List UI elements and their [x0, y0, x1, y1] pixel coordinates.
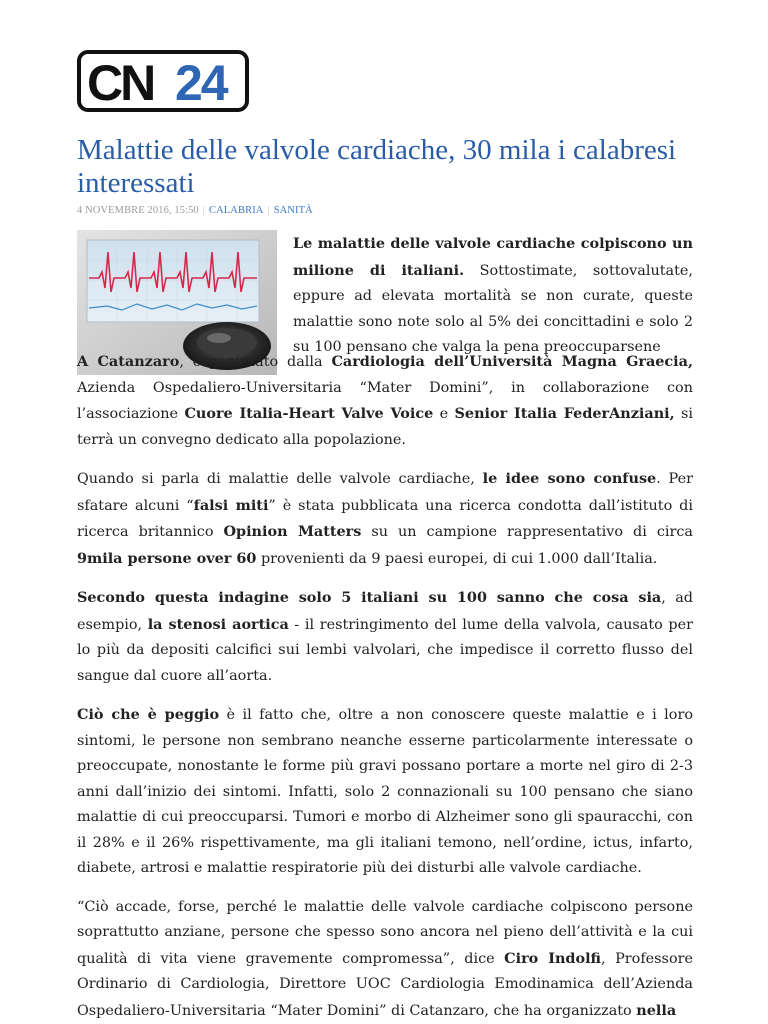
article-date: 4 NOVEMBRE 2016, 15:50: [77, 205, 199, 216]
logo-24-text: 24: [175, 55, 229, 111]
paragraph-4: [77, 702, 693, 882]
text: Quando si parla di malattie delle valvole cardiache,: [77, 471, 483, 487]
text-bold: Ciro Indolfi: [504, 950, 601, 967]
text-bold: Senior Italia FederAnziani,: [455, 405, 675, 422]
text-bold: nella: [636, 1002, 676, 1019]
text: , ad esempio,: [77, 590, 693, 633]
text: . Per sfatare alcuni “: [77, 471, 693, 514]
meta-divider: |: [203, 205, 205, 216]
text: e: [433, 406, 454, 422]
text: Azienda Ospedaliero-Universitaria “Mater Domini”, in collaborazione con l’associazione: [77, 380, 693, 423]
category-link-sanita[interactable]: SANITÀ: [274, 205, 313, 216]
paragraph-5: [77, 895, 693, 1024]
text-bold: Cuore Italia-Heart Valve Voice: [184, 405, 433, 422]
text: si terrà un convegno dedicato alla popolazione.: [77, 406, 693, 448]
text: provenienti da 9 paesi europei, di cui 1.000 dall’Italia.: [256, 551, 657, 567]
text: ” è stata pubblicata una ricerca condotta dall’istituto di ricerca britannico: [77, 498, 693, 541]
article-body: [77, 349, 693, 1024]
text: , organizzato dalla: [179, 354, 331, 370]
intro-highlight: Le malattie delle valvole cardiache colpiscono un milione di italiani.: [293, 235, 693, 279]
text-bold: Secondo questa indagine solo 5 italiani su 100 sanno che cosa sia: [77, 589, 661, 606]
text: , Professore Ordinario di Cardiologia, Direttore UOC Cardiologia Emodinamica dell’Azienda Ospedaliero-Universitaria “Mater Domini” di Catanzaro, che ha organizzato: [77, 951, 693, 1019]
text: è il fatto che, oltre a non conoscere queste malattie e i loro sintomi, le persone non sembrano neanche esserne particolarmente interessate o preoccupate, nonostante le forme più gravi possano portare a morte nel giro di 2-3 anni dall’inizio dei sintomi. Infatti, solo 2 connazionali su 100 pensano che siano malattie di cui preoccuparsi. Tumori e morbo di Alzheimer sono gli spauracchi, con il 28% e il 26% rispettivamente, ma gli italiani temono, nell’ordine, ictus, infarto, diabete, artrosi e malattie respiratorie più dei disturbi alle valvole cardiache.: [77, 707, 693, 876]
text: su un campione rappresentativo di circa: [361, 524, 693, 540]
article-title: Malattie delle valvole cardiache, 30 mila i calabresi interessati: [77, 134, 707, 200]
text-bold: 9mila persone over 60: [77, 550, 256, 567]
cn24-logo[interactable]: [77, 50, 249, 112]
text-bold: le idee sono confuse: [483, 470, 657, 487]
text: - il restringimento del lume della valvola, causato per lo più da depositi calcifici sui lembi valvolari, che impedisce il corretto flusso del sangue dal cuore all’aorta.: [77, 617, 693, 684]
text-bold: A Catanzaro: [77, 353, 179, 370]
paragraph-1: [77, 349, 693, 453]
text-bold: Ciò che è peggio: [77, 706, 219, 723]
text-bold: la stenosi aortica: [148, 616, 289, 633]
paragraph-2: [77, 466, 693, 572]
intro-text: Sottostimate, sottovalutate, eppure ad elevata mortalità se non curate, queste malattie sono note solo al 5% dei concittadini e solo 2 su 100 pensano che valga la pena preoccuparsene: [293, 263, 693, 356]
text-bold: falsi miti: [194, 497, 269, 514]
category-link-calabria[interactable]: CALABRIA: [209, 205, 263, 216]
article-intro: [293, 231, 693, 361]
paragraph-3: [77, 585, 693, 689]
text: “Ciò accade, forse, perché le malattie delle valvole cardiache colpiscono persone soprattutto anziane, persone che spesso sono ancora nel pieno dell’attività e la cui qualità di vita viene gravemente compromessa”, dice: [77, 899, 693, 967]
text-bold: Opinion Matters: [223, 523, 361, 540]
article-meta: [77, 205, 313, 216]
meta-divider: |: [267, 205, 269, 216]
text-bold: Cardiologia dell’Università Magna Graecia,: [331, 353, 693, 370]
logo-cn-text: CN: [87, 55, 153, 111]
